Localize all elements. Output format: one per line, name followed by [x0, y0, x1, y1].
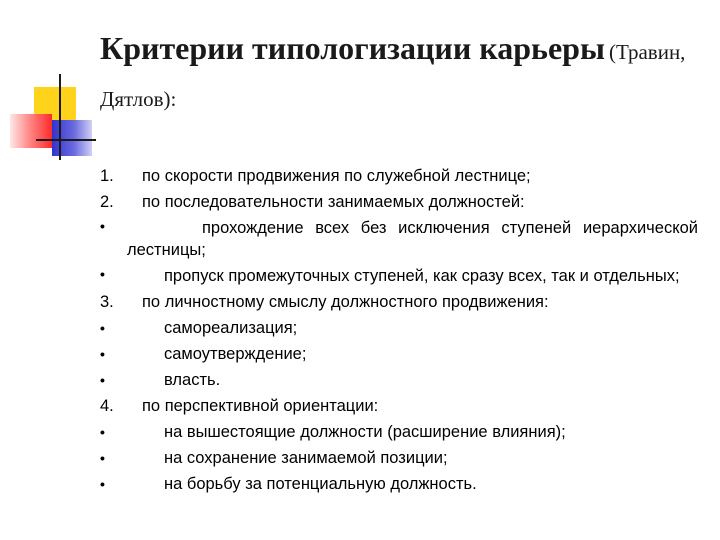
list-item-text: на вышестоящие должности (расширение влияния);	[164, 423, 566, 441]
bullet-icon: •	[100, 372, 105, 388]
list-item-text: самоутверждение;	[164, 345, 307, 363]
list-number: 1.	[100, 167, 114, 185]
title-main: Критерии типологизации карьеры	[100, 30, 605, 66]
list-number: 4.	[100, 397, 114, 415]
list-item	[100, 315, 698, 341]
decorative-red-square	[10, 114, 52, 148]
bullet-icon: •	[100, 346, 105, 362]
decorative-horizontal-line	[36, 139, 96, 141]
bullet-icon: •	[100, 476, 105, 492]
list-item	[100, 189, 698, 215]
list-item-text: прохождение всех без исключения ступеней иерархической лестницы;	[127, 219, 698, 259]
list-item-text: самореализация;	[164, 319, 298, 337]
list-item	[100, 393, 698, 419]
list-item	[100, 471, 698, 497]
bullet-icon: •	[100, 450, 105, 466]
list-item-text: на сохранение занимаемой позиции;	[164, 449, 448, 467]
list-item-text: на борьбу за потенциальную должность.	[164, 475, 477, 493]
list-item-text: власть.	[164, 371, 221, 389]
list-item-text: пропуск промежуточных ступеней, как сразу всех, так и отдельных;	[164, 267, 680, 285]
list-item	[100, 419, 698, 445]
list-item	[100, 215, 698, 263]
list-item	[100, 341, 698, 367]
list-item	[100, 289, 698, 315]
title-colon: :	[170, 87, 177, 111]
bullet-icon: •	[100, 218, 105, 234]
list-item-text: по перспективной ориентации:	[142, 397, 379, 415]
bullet-icon: •	[100, 266, 105, 282]
list-item	[100, 263, 698, 289]
criteria-list	[100, 163, 698, 497]
list-item	[100, 367, 698, 393]
list-item	[100, 163, 698, 189]
decorative-blue-square	[52, 120, 92, 156]
list-number: 3.	[100, 293, 114, 311]
bullet-icon: •	[100, 424, 105, 440]
list-item-text: по скорости продвижения по служебной лестнице;	[142, 167, 531, 185]
bullet-icon: •	[100, 320, 105, 336]
list-item-text: по личностному смыслу должностного продвижения:	[142, 293, 549, 311]
title-authors: (Травин, Дятлов)	[100, 40, 686, 111]
list-item-text: по последовательности занимаемых должностей:	[142, 193, 525, 211]
list-item	[100, 445, 698, 471]
decorative-vertical-line	[59, 74, 61, 160]
slide-title	[100, 26, 700, 124]
list-number: 2.	[100, 193, 114, 211]
